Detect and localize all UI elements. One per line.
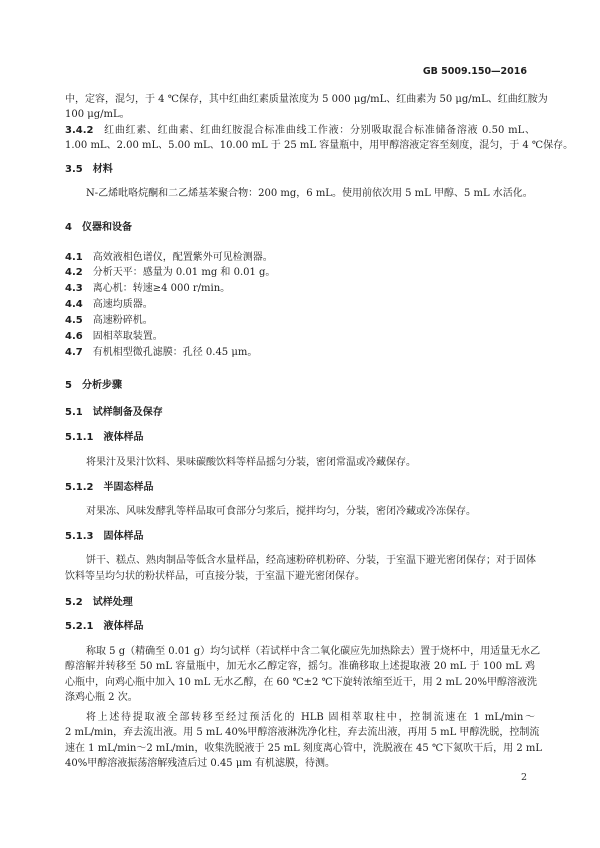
clause-text: 高效液相色谱仪，配置紫外可见检测器。 xyxy=(92,252,273,263)
clause-number: 3.4.2 xyxy=(65,125,94,136)
clause-number: 5.2.1 xyxy=(65,621,94,632)
equipment-item xyxy=(65,346,535,360)
clause-title: 液体样品 xyxy=(103,621,144,632)
clause-3-5-heading xyxy=(65,163,535,177)
section-title: 分析步骤 xyxy=(81,380,122,391)
clause-text: 分析天平：感量为 0.01 mg 和 0.01 g。 xyxy=(92,267,276,278)
clause-number: 4.1 xyxy=(65,252,83,263)
clause-number: 4.3 xyxy=(65,283,83,294)
equipment-item xyxy=(65,330,535,344)
clause-5-1-3-text-line: 饼干、糕点、熟肉制品等低含水量样品，经高速粉碎机粉碎、分装，于室温下避光密闭保存；对于固体 xyxy=(86,555,536,566)
clause-3-4-2-line: 1.00 mL、2.00 mL、5.00 mL、10.00 mL 于 25 mL 容量瓶中，用甲醇溶液定容至刻度，混匀，于 4 ℃保存。 xyxy=(65,140,574,151)
clause-3-4-1-continued-line: 中，定容，混匀，于 4 ℃保存，其中红曲红素质量浓度为 5 000 μg/mL、红曲素为 50 μg/mL、红曲红胺为 xyxy=(65,94,548,105)
clause-5-1-1-heading xyxy=(65,431,535,445)
equipment-item xyxy=(65,314,535,328)
section-number: 5 xyxy=(65,380,72,391)
clause-5-1-3-heading xyxy=(65,530,535,544)
clause-number: 5.1 xyxy=(65,407,83,418)
clause-title: 试样处理 xyxy=(92,597,133,608)
section-5-heading xyxy=(65,379,535,393)
clause-5-1-1-text: 将果汁及果汁饮料、果味碳酸饮料等样品摇匀分装，密闭常温或冷藏保存。 xyxy=(86,457,416,468)
clause-5-1-2-text: 对果冻、风味发酵乳等样品取可食部分匀浆后，搅拌均匀，分装，密闭冷藏或冷冻保存。 xyxy=(86,506,476,517)
page-number: 2 xyxy=(520,772,527,783)
clause-number: 5.1.2 xyxy=(65,482,94,493)
clause-5-2-1-para1-line: 称取 5 g（精确至 0.01 g）均匀试样（若试样中含二氧化碳应先加热除去）置于烧杯中，用适量无水乙 xyxy=(86,646,541,657)
clause-5-2-1-para1-line: 心瓶中，向鸡心瓶中加入 10 mL 无水乙醇，在 60 ℃±2 ℃下旋转浓缩至近干，用 2 mL 20%甲醇溶液洗 xyxy=(65,677,538,688)
section-title: 仪器和设备 xyxy=(81,222,132,233)
clause-number: 4.4 xyxy=(65,299,83,310)
equipment-item xyxy=(65,251,535,265)
clause-text: 红曲红素、红曲素、红曲红胺混合标准曲线工作液：分别吸取混合标准储备溶液 0.50 mL、 xyxy=(103,125,535,136)
clause-title: 材料 xyxy=(92,164,113,175)
clause-5-2-1-para1-line: 醇溶解并转移至 50 mL 容量瓶中，加无水乙醇定容，摇匀。准确移取上述提取液 20 mL 于 100 mL 鸡 xyxy=(65,661,535,672)
clause-number: 5.1.1 xyxy=(65,432,94,443)
clause-number: 4.7 xyxy=(65,347,83,358)
clause-number: 4.6 xyxy=(65,331,83,342)
running-header-standard-number: GB 5009.150—2016 xyxy=(422,66,527,77)
clause-number: 4.2 xyxy=(65,267,83,278)
clause-5-2-1-para2-line: 将上述待提取液全部转移至经过预活化的 HLB 固相萃取柱中，控制流速在 1 mL/min～ xyxy=(86,712,535,723)
clause-5-2-1-para2-line: 40%甲醇溶液振荡溶解残渣后过 0.45 μm 有机滤膜，待测。 xyxy=(65,758,336,769)
clause-5-2-1-heading xyxy=(65,620,535,634)
clause-text: 高速粉碎机。 xyxy=(92,315,153,326)
clause-title: 半固态样品 xyxy=(103,482,154,493)
clause-text: 有机相型微孔滤膜：孔径 0.45 μm。 xyxy=(92,347,258,358)
section-4-heading xyxy=(65,221,535,235)
clause-text: 高速均质器。 xyxy=(92,299,153,310)
clause-number: 5.2 xyxy=(65,597,83,608)
section-number: 4 xyxy=(65,222,72,233)
clause-3-4-2-line xyxy=(65,124,535,138)
clause-3-5-text: N-乙烯吡咯烷酮和二乙烯基苯聚合物：200 mg，6 mL。使用前依次用 5 mL 甲醇、5 mL 水活化。 xyxy=(86,188,533,199)
clause-text: 固相萃取装置。 xyxy=(92,331,163,342)
clause-title: 固体样品 xyxy=(103,531,144,542)
clause-3-4-1-continued-line: 100 μg/mL。 xyxy=(65,109,130,120)
equipment-item xyxy=(65,282,535,296)
clause-title: 试样制备及保存 xyxy=(92,407,163,418)
clause-5-2-heading xyxy=(65,596,535,610)
clause-5-2-1-para1-line: 涤鸡心瓶 2 次。 xyxy=(65,692,138,703)
clause-number: 5.1.3 xyxy=(65,531,94,542)
equipment-item xyxy=(65,266,535,280)
clause-5-1-2-heading xyxy=(65,481,535,495)
clause-text: 离心机：转速≥4 000 r/min。 xyxy=(92,283,231,294)
clause-5-2-1-para2-line: 速在 1 mL/min～2 mL/min，收集洗脱液于 25 mL 刻度离心管中，洗脱液在 45 ℃下氮吹干后，用 2 mL xyxy=(65,743,542,754)
clause-5-2-1-para2-line: 2 mL/min，弃去流出液。用 5 mL 40%甲醇溶液淋洗净化柱，弃去流出液，再用 5 mL 甲醇洗脱，控制流 xyxy=(65,727,540,738)
clause-number: 3.5 xyxy=(65,164,83,175)
equipment-item xyxy=(65,298,535,312)
clause-5-1-heading xyxy=(65,406,535,420)
clause-number: 4.5 xyxy=(65,315,83,326)
clause-5-1-3-text-line: 饮料等呈均匀状的粉状样品，可直接分装，于室温下避光密闭保存。 xyxy=(65,571,365,582)
clause-title: 液体样品 xyxy=(103,432,144,443)
